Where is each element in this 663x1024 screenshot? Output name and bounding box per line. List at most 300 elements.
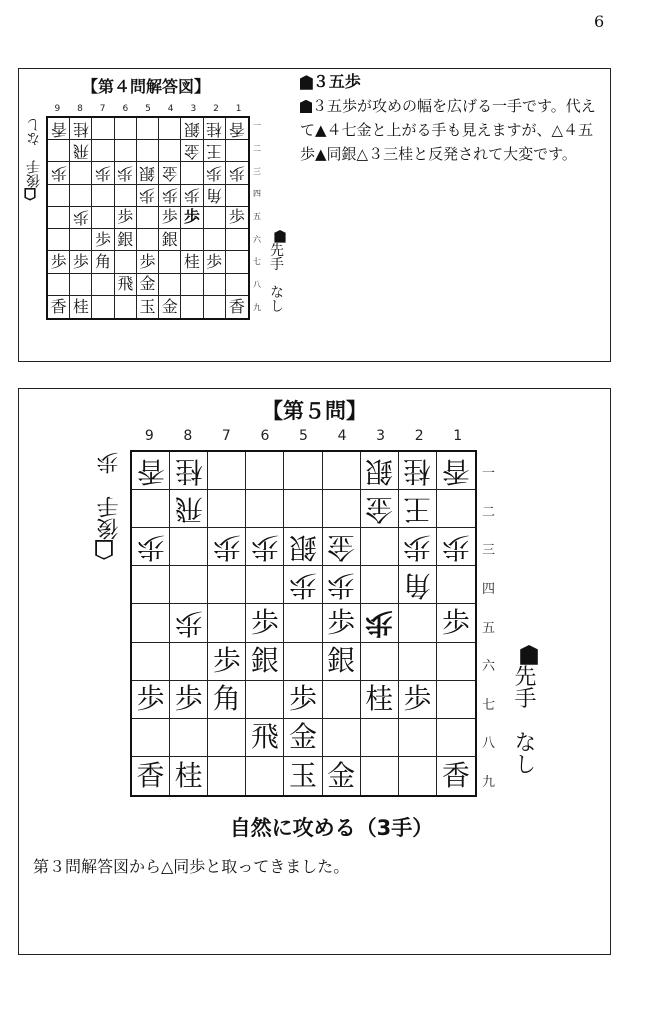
board-square [284,452,322,490]
board-square [361,757,399,795]
board-square [170,757,208,795]
board-square [181,274,203,296]
gote-piece: 歩 [403,530,432,564]
gote-piece: 歩 [183,186,200,206]
board-square [70,229,92,251]
board-square [48,251,70,273]
row-label: 三 [482,543,496,559]
row-label: 二 [253,144,261,153]
board-square [437,681,475,719]
board-square [361,604,399,642]
board-square [323,604,361,642]
gote-piece: 歩 [365,606,394,640]
board-square [284,643,322,681]
sente-piece: 歩 [250,605,279,639]
answer4-title: 【第４問解答図】 [82,77,211,96]
board-square [170,719,208,757]
board-square [204,296,226,318]
board-square [159,140,181,162]
answer4-comment [300,70,600,166]
sente-mark-icon [274,230,285,243]
sente-piece: 歩 [228,207,245,227]
board-square [48,185,70,207]
board-square [137,162,159,184]
board-square [208,604,246,642]
sente-piece: 歩 [139,251,156,271]
board-square [204,207,226,229]
gote-piece: 金 [365,492,394,526]
sente-piece: 飛 [250,720,279,754]
board-square [204,118,226,140]
board-square [181,118,203,140]
board-square [48,162,70,184]
board-square [399,604,437,642]
board-square [246,490,284,528]
gote-piece: 歩 [441,530,470,564]
problem5-subtitle: 自然に攻める（3手） [229,816,434,840]
page-number: 6 [594,12,605,31]
gote-mark-icon [95,540,113,560]
sente-mark-icon [300,100,312,114]
board-square [204,274,226,296]
board-square [170,528,208,566]
board-square [246,719,284,757]
board-square [323,757,361,795]
problem5-title: 【第５問】 [262,399,367,423]
board-square [159,162,181,184]
row-label: 一 [482,466,496,482]
board-square [323,490,361,528]
column-label: 6 [260,428,270,444]
board-square [323,681,361,719]
board-square [361,528,399,566]
problem5-gote-hand [94,452,125,560]
board-square [137,118,159,140]
sente-piece: 桂 [72,296,89,316]
column-label: 5 [145,104,151,114]
board-square [48,229,70,251]
board-square [132,604,170,642]
gote-piece: 王 [206,141,223,161]
gote-piece: 歩 [136,530,165,564]
board-square [170,490,208,528]
sente-piece: 歩 [136,682,165,716]
sente-piece: 歩 [117,207,134,227]
board-square [170,643,208,681]
board-square [361,490,399,528]
sente-piece: 桂 [183,251,200,271]
board-square [70,207,92,229]
gote-piece: 桂 [403,454,432,488]
sente-piece: 歩 [183,207,200,227]
problem5-sente-hand [508,645,539,775]
answer4-row-labels [253,116,265,320]
sente-mark-icon [520,645,538,665]
board-square [284,566,322,604]
board-square [132,719,170,757]
row-label: 五 [253,212,261,221]
answer4-sente-hand [266,230,286,313]
row-label: 五 [482,620,496,636]
board-square [159,251,181,273]
board-square [115,274,137,296]
gote-piece: 歩 [50,164,67,184]
problem5-sente-label: 先手 [511,664,536,709]
board-square [246,452,284,490]
board-square [399,719,437,757]
board-square [132,757,170,795]
board-square [208,528,246,566]
board-square [226,251,248,273]
column-label: 9 [144,428,154,444]
gote-piece: 角 [403,568,432,602]
gote-piece: 金 [327,530,356,564]
sente-piece: 歩 [403,682,432,716]
gote-piece: 銀 [139,164,156,184]
gote-piece: 香 [228,119,245,139]
gote-piece: 歩 [327,568,356,602]
board-square [132,452,170,490]
sente-piece: 香 [136,758,165,792]
row-label: 三 [253,166,261,176]
column-label: 1 [453,428,463,444]
board-square [137,207,159,229]
board-square [399,757,437,795]
board-square [226,185,248,207]
board-square [159,185,181,207]
gote-piece: 歩 [72,208,89,228]
sente-piece: 桂 [365,682,394,716]
board-square [323,452,361,490]
row-label: 八 [253,280,261,289]
row-label: 六 [253,234,261,244]
gote-mark-icon [24,188,35,201]
board-square [226,118,248,140]
sente-piece: 歩 [95,229,112,249]
sente-piece: 歩 [206,251,223,271]
board-square [115,118,137,140]
board-square [226,207,248,229]
board-square [159,296,181,318]
board-square [208,719,246,757]
sente-mark-icon [300,75,313,89]
gote-piece: 歩 [212,530,241,564]
row-label: 四 [482,581,496,597]
board-square [246,681,284,719]
sente-piece: 銀 [327,644,356,678]
board-square [115,162,137,184]
column-label: 1 [235,104,242,114]
row-label: 七 [253,257,261,267]
answer4-sente-label: 先手 [268,242,284,271]
column-label: 3 [190,104,197,114]
sente-piece: 金 [139,274,156,294]
board-square [204,140,226,162]
row-label: 八 [482,736,496,752]
sente-piece: 歩 [174,682,203,716]
answer4-column-labels [46,104,250,116]
gote-piece: 銀 [183,119,200,139]
board-square [170,604,208,642]
board-square [92,251,114,273]
board-square [437,452,475,490]
board-square [92,207,114,229]
board-square [70,140,92,162]
board-square [437,490,475,528]
board-square [181,296,203,318]
gote-piece: 香 [136,454,165,488]
board-square [361,719,399,757]
answer4-sente-pieces: なし [268,284,284,313]
gote-piece: 歩 [250,530,279,564]
board-square [159,118,181,140]
board-square [399,528,437,566]
board-square [115,185,137,207]
row-label: 九 [253,302,261,312]
board-square [92,229,114,251]
sente-piece: 玉 [139,296,156,316]
board-square [181,140,203,162]
gote-piece: 銀 [365,454,394,488]
sente-piece: 角 [95,251,112,271]
sente-piece: 銀 [161,229,178,249]
column-label: 8 [77,104,83,114]
column-label: 4 [337,428,347,444]
row-label: 九 [482,774,496,790]
gote-piece: 王 [403,492,432,526]
board-square [361,566,399,604]
board-square [170,681,208,719]
gote-piece: 金 [183,141,200,161]
problem5-column-labels [130,428,477,446]
board-square [70,251,92,273]
board-square [437,604,475,642]
row-label: 一 [253,121,261,131]
board-square [204,229,226,251]
board-square [181,162,203,184]
board-square [246,528,284,566]
gote-piece: 飛 [174,492,203,526]
sente-piece: 金 [288,720,317,754]
sente-piece: 歩 [72,251,89,271]
board-square [437,719,475,757]
board-square [204,251,226,273]
sente-piece: 金 [327,758,356,792]
board-square [399,566,437,604]
gote-piece: 歩 [174,606,203,640]
sente-piece: 香 [50,296,67,316]
board-square [284,604,322,642]
board-square [70,118,92,140]
answer4-board [46,116,250,320]
gote-piece: 銀 [288,530,317,564]
column-label: 5 [299,428,308,444]
sente-piece: 歩 [212,644,241,678]
board-square [361,681,399,719]
board-square [208,643,246,681]
sente-piece: 飛 [117,274,134,294]
column-label: 7 [99,104,106,114]
board-square [48,207,70,229]
board-square [226,296,248,318]
board-square [246,604,284,642]
gote-piece: 桂 [174,454,203,488]
board-square [48,118,70,140]
column-label: 3 [376,428,386,444]
board-square [159,274,181,296]
board-square [323,566,361,604]
sente-piece: 銀 [117,229,134,249]
board-square [115,207,137,229]
sente-piece: 桂 [174,758,203,792]
board-square [137,251,159,273]
board-square [132,566,170,604]
sente-piece: 歩 [288,682,317,716]
board-square [284,757,322,795]
column-label: 4 [167,104,174,114]
board-square [132,643,170,681]
comment-head: ３五歩 [312,72,361,91]
board-square [181,207,203,229]
column-label: 7 [221,428,231,444]
problem5-intro: 第３問解答図から△同歩と取ってきました。 [33,857,350,876]
sente-piece: 玉 [288,758,317,792]
gote-piece: 歩 [228,164,245,184]
problem5-sente-pieces: なし [511,730,536,775]
sente-piece: 歩 [327,605,356,639]
board-square [70,274,92,296]
board-square [323,719,361,757]
board-square [323,528,361,566]
column-label: 8 [183,428,193,444]
sente-piece: 香 [441,758,470,792]
problem5-board [130,450,477,797]
row-label: 二 [482,504,496,520]
board-square [137,296,159,318]
board-square [92,118,114,140]
answer4-gote-hand [24,118,44,201]
board-square [132,528,170,566]
board-square [115,229,137,251]
gote-piece: 香 [441,454,470,488]
board-square [115,140,137,162]
board-square [284,719,322,757]
board-square [170,452,208,490]
column-label: 2 [414,428,424,444]
board-square [204,162,226,184]
board-square [208,757,246,795]
board-square [246,566,284,604]
board-square [226,274,248,296]
board-square [226,140,248,162]
board-square [208,452,246,490]
board-square [226,162,248,184]
row-label: 七 [482,697,496,713]
problem5-gote-label: 後手 [97,496,122,540]
problem5-gote-pieces: 歩 [97,452,122,474]
gote-piece: 角 [206,186,223,206]
board-square [132,681,170,719]
board-square [284,490,322,528]
board-square [399,643,437,681]
row-label: 四 [253,189,261,199]
board-square [181,251,203,273]
board-square [246,757,284,795]
row-label: 六 [482,659,496,675]
board-square [284,681,322,719]
gote-piece: 歩 [206,164,223,184]
board-square [437,566,475,604]
board-square [246,643,284,681]
board-square [92,162,114,184]
gote-piece: 歩 [161,186,178,206]
board-square [48,274,70,296]
sente-piece: 角 [212,682,241,716]
problem5-row-labels [482,450,498,797]
board-square [204,185,226,207]
board-square [208,681,246,719]
board-square [137,185,159,207]
board-square [92,140,114,162]
board-square [137,140,159,162]
sente-piece: 銀 [250,644,279,678]
board-square [137,274,159,296]
column-label: 2 [213,104,219,114]
sente-piece: 歩 [50,251,67,271]
board-square [437,757,475,795]
board-square [48,140,70,162]
board-square [208,490,246,528]
gote-piece: 歩 [139,186,156,206]
board-square [437,528,475,566]
board-square [92,274,114,296]
sente-piece: 金 [161,296,178,316]
board-square [70,162,92,184]
gote-piece: 香 [50,119,67,139]
sente-piece: 香 [228,296,245,316]
board-square [226,229,248,251]
gote-piece: 歩 [117,164,134,184]
board-square [137,229,159,251]
board-square [159,207,181,229]
board-square [208,566,246,604]
board-square [70,185,92,207]
column-label: 9 [54,104,61,114]
board-square [170,566,208,604]
comment-body: ３五歩が攻めの幅を広げる一手です。代えて▲４七金と上がる手も見えますが、△４五歩▲同銀△３三桂と反発されて大変です。 [300,97,596,163]
gote-piece: 桂 [72,119,89,139]
sente-piece: 歩 [161,207,178,227]
board-square [399,681,437,719]
gote-piece: 歩 [288,568,317,602]
gote-piece: 歩 [95,164,112,184]
board-square [181,229,203,251]
board-square [115,296,137,318]
board-square [92,296,114,318]
answer4-gote-label: 後手 [26,160,42,188]
gote-piece: 飛 [72,141,89,161]
board-square [323,643,361,681]
answer4-gote-pieces: なし [26,118,42,146]
board-square [361,643,399,681]
board-square [92,185,114,207]
board-square [132,490,170,528]
board-square [399,490,437,528]
board-square [399,452,437,490]
gote-piece: 金 [161,164,178,184]
board-square [115,251,137,273]
sente-piece: 歩 [441,605,470,639]
